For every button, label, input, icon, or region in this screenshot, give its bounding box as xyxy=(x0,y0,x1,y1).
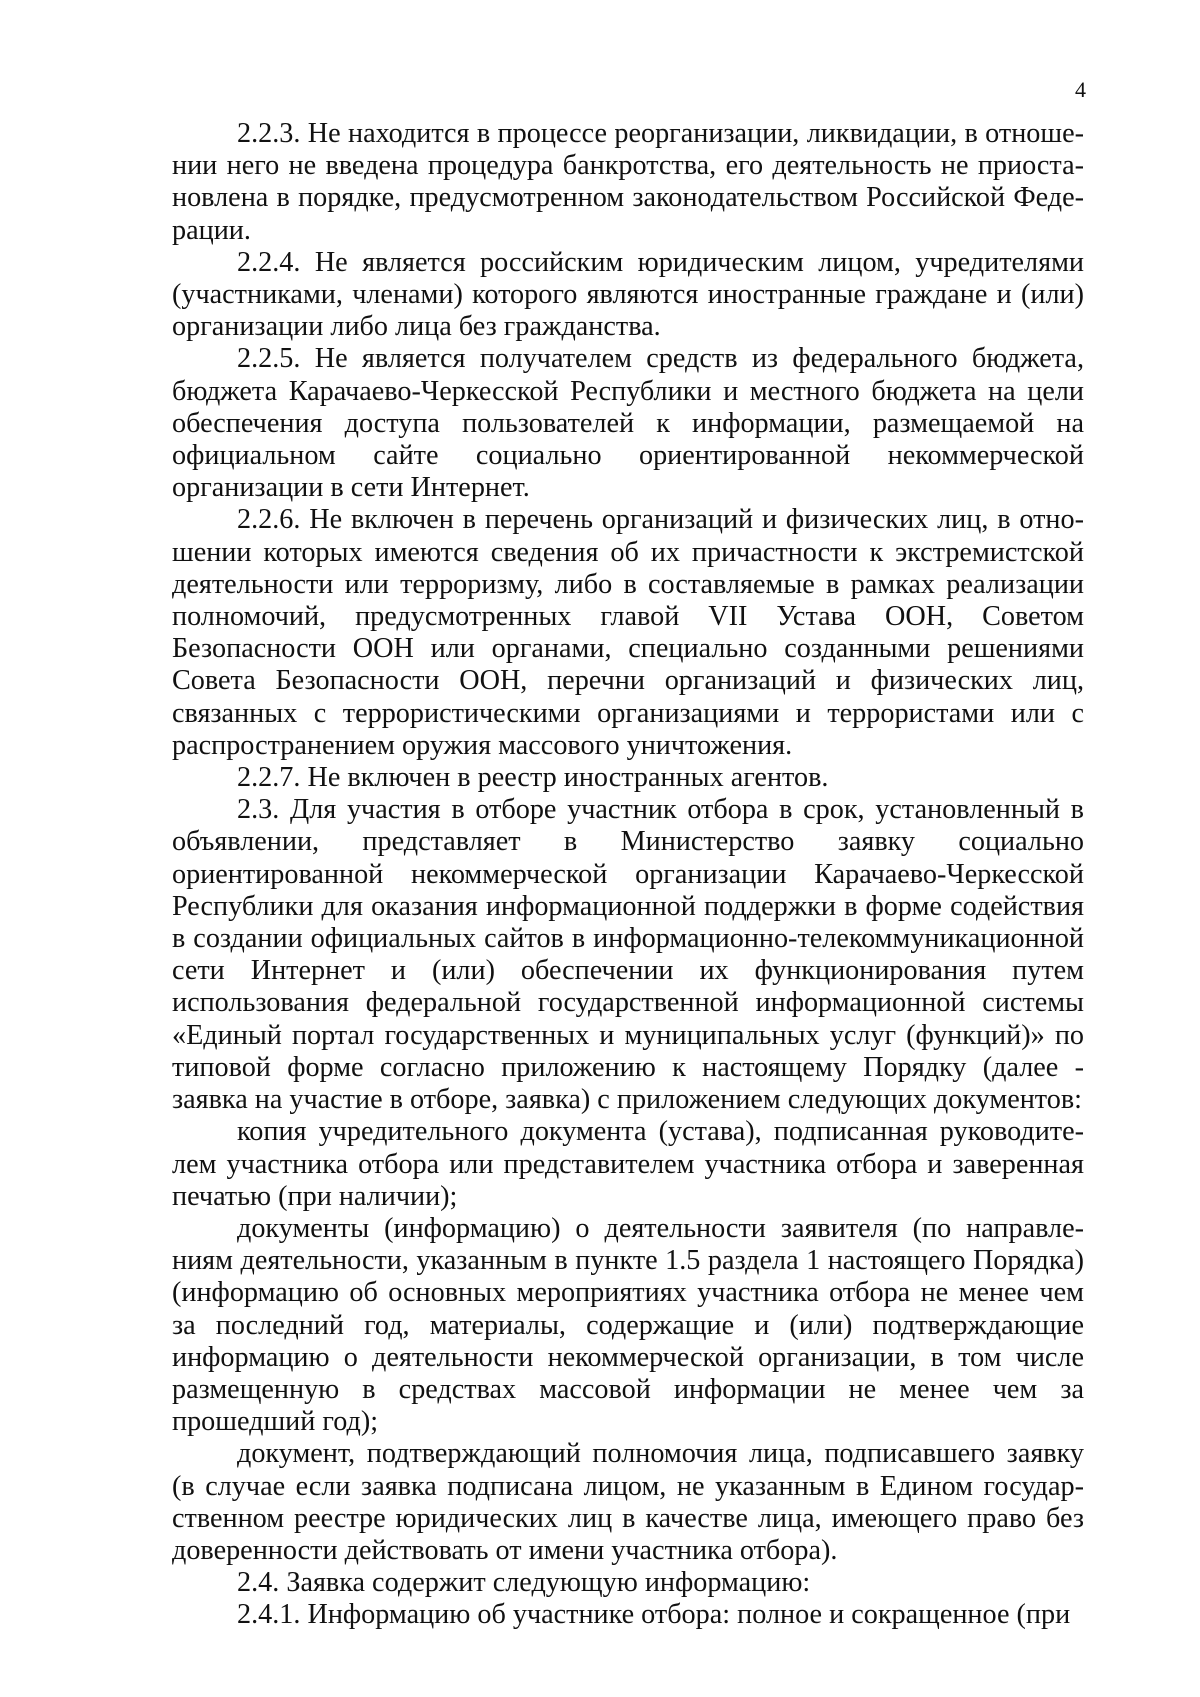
paragraph-2-2-4: 2.2.4. Не является российским юридическим лицом, учредителями (участниками, членами) которого являются иностранные граждане и (или) организации либо лица без гражданства. xyxy=(172,246,1084,343)
paragraph-2-2-7: 2.2.7. Не включен в реестр иностранных агентов. xyxy=(237,762,829,794)
paragraph-2-2-3: 2.2.3. Не находится в процессе реорганизации, ликвидации, в отношении него не введена процедура банкротства, его деятельность не приостановлена в порядке, предусмотренном законодательством Российской Федерации. xyxy=(172,118,1084,246)
page-number: 4 xyxy=(1075,77,1086,102)
list-item-charter-copy: копия учредительного документа (устава), подписанная руководителем участника отбора или представителем участника отбора и заверенная печатью (при наличии); xyxy=(172,1116,1084,1212)
list-item-activity-documents: документы (информацию) о деятельности заявителя (по направлениям деятельности, указанным в пункте 1.5 раздела 1 настоящего Порядка) (информацию об основных мероприятиях участника отбора не менее чем за последний год, материалы, содержащие и (или) подтверждающие информацию о деятельности некоммерческой организации, в том числе размещенную в средствах массовой информации не менее чем за прошедший год); xyxy=(172,1212,1084,1438)
paragraph-2-2-5: 2.2.5. Не является получателем средств из федерального бюджета, бюджета Карачаево-Черкесской Республики и местного бюджета на цели обеспечения доступа пользователей к информации, размещаемой на официальном сайте социально ориентированной некоммерческой организации в сети Интернет. xyxy=(172,343,1084,504)
paragraph-2-4: 2.4. Заявка содержит следующую информацию: xyxy=(237,1567,811,1599)
paragraph-2-2-6: 2.2.6. Не включен в перечень организаций и физических лиц, в отношении которых имеются сведения об их причастности к экстремистской деятельности или терроризму, либо в составляемые в рамках реализации полномочий, предусмотренных главой VII Устава ООН, Советом Безопасности ООН или органами, специально созданными решениями Совета Безопасности ООН, перечни организаций и физических лиц, связанных с террористическими организациями и террористами или с распространением оружия массового уничтожения. xyxy=(172,504,1084,761)
paragraph-2-4-1: 2.4.1. Информацию об участнике отбора: полное и сокращенное (при xyxy=(237,1599,1071,1631)
list-item-authority-document: документ, подтверждающий полномочия лица, подписавшего заявку (в случае если заявка подписана лицом, не указанным в Едином государственном реестре юридических лиц в качестве лица, имеющего право без доверенности действовать от имени участника отбора). xyxy=(172,1438,1084,1566)
paragraph-2-3: 2.3. Для участия в отборе участник отбора в срок, установленный в объявлении, представляет в Министерство заявку социально ориентированной некоммерческой организации Карачаево-Черкесской Республики для оказания информационной поддержки в форме содействия в создании официальных сайтов в информационно-телекоммуникационной сети Интернет и (или) обеспечении их функционирования путем использования федеральной государственной информационной системы «Единый портал государственных и муниципальных услуг (функций)» по типовой форме согласно приложению к настоящему Порядку (далее - заявка на участие в отборе, заявка) с приложением следующих документов: xyxy=(172,794,1084,1116)
document-body xyxy=(172,118,1084,1632)
